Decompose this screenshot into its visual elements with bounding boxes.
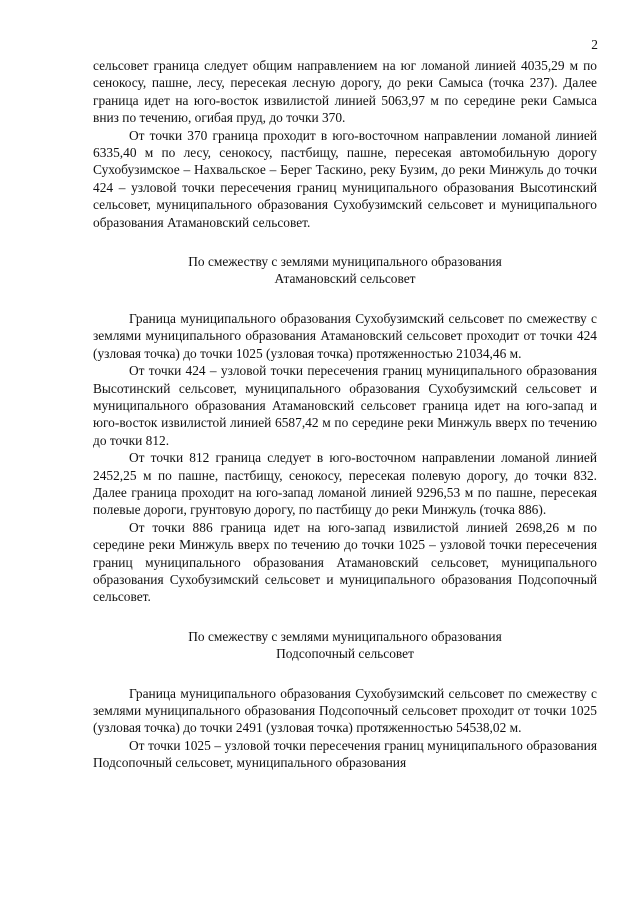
paragraph: От точки 886 граница идет на юго-запад извилистой линией 2698,26 м по середине реки Минжуль вверх по течению до точки 1025 – узловой точки пересечения границ муниципального образования Атамановский сельсовет, муниципального образования Сухобузимский сельсовет и муниципального образования Подсопочный сельсовет. (93, 519, 597, 605)
section-heading (93, 628, 597, 663)
section-heading-line: Атамановский сельсовет (274, 271, 416, 287)
paragraph: От точки 812 граница следует в юго-восточном направлении ломаной линией 2452,25 м по пашне, пастбищу, сенокосу, пересекая полевую дорогу, до точки 832. Далее граница проходит на юго-запад ломаной линией 9296,53 м по пашне, пересекая полевые дороги, грунтовую дорогу, по пастбищу до реки Минжуль (точка 886). (93, 450, 597, 518)
page-number: 2 (591, 37, 598, 52)
section-heading-line: По смежеству с землями муниципального образования (188, 628, 502, 644)
section-heading-line: Подсопочный сельсовет (276, 646, 414, 662)
paragraph: От точки 424 – узловой точки пересечения границ муниципального образования Высотинский сельсовет, муниципального образования Сухобузимский сельсовет и муниципального образования Атамановский сельсовет граница идет на юго-запад и юго-восток извилистой линией 6587,42 м по середине реки Минжуль вверх по течению до точки 812. (93, 363, 597, 448)
paragraph: Граница муниципального образования Сухобузимский сельсовет по смежеству с землями муниципального образования Атамановский сельсовет проходит от точки 424 (узловая точка) до точки 1025 (узловая точка) протяженностью 21034,46 м. (93, 310, 597, 361)
document-body (93, 57, 597, 772)
section-heading-line: По смежеству с землями муниципального образования (188, 254, 502, 270)
section-heading (93, 253, 597, 288)
paragraph: сельсовет граница следует общим направлением на юг ломаной линией 4035,29 м по сенокосу, пашне, лесу, пересекая лесную дорогу, до реки Самыса (точка 237). Далее граница идет на юго-восток извилистой линией 5063,97 м по середине реки Самыса вниз по течению, огибая пруд, до точки 370. (93, 58, 597, 126)
paragraph: От точки 1025 – узловой точки пересечения границ муниципального образования Подсопочный сельсовет, муниципального образования (93, 737, 597, 771)
paragraph: От точки 370 граница проходит в юго-восточном направлении ломаной линией 6335,40 м по лесу, сенокосу, пастбищу, пашне, пересекая автомобильную дорогу Сухобузимское – Нахвальское – Берег Таскино, реку Бузим, до реки Минжуль до точки 424 – узловой точки пересечения границ муниципального образования Высотинский сельсовет, муниципального образования Сухобузимский сельсовет и муниципального образования Атамановский сельсовет. (93, 127, 597, 230)
paragraph: Граница муниципального образования Сухобузимский сельсовет по смежеству с землями муниципального образования Подсопочный сельсовет проходит от точки 1025 (узловая точка) до точки 2491 (узловая точка) протяженностью 54538,02 м. (93, 685, 597, 736)
